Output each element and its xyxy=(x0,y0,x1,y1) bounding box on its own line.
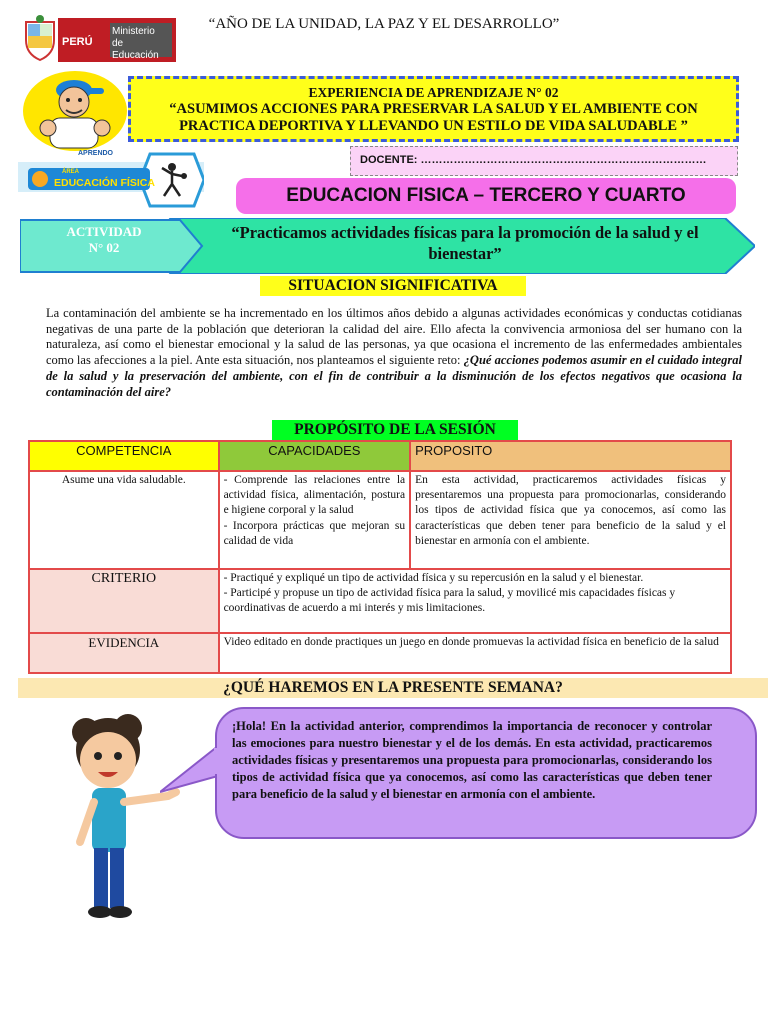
criterio-label: CRITERIO xyxy=(29,569,219,633)
area-label: ÁREA xyxy=(62,169,80,175)
speech-bubble-text: ¡Hola! En la actividad anterior, comprendimos la importancia de reconocer y controlar las emociones para nuestro bienestar y el de los demás. En esta actividad, practicaremos actividades físicas y presentaremos una propuesta para promocionarlas, considerando los tipos de actividad física que ya conocemos, así como las características que deben tener para beneficio de la salud y el bienestar en armonía con el ambiente. xyxy=(232,719,712,801)
experience-box xyxy=(128,76,739,142)
evidencia-cell: Video editado en donde practiques un juego en donde promuevas la actividad física en beneficio de la salud xyxy=(219,633,731,673)
logo-country: PERÚ xyxy=(62,36,93,48)
experience-subtitle: “ASUMIMOS ACCIONES PARA PRESERVAR LA SALUD Y EL AMBIENTE CON PRACTICA DEPORTIVA Y LLEVANDO UN ESTILO DE VIDA SALUDABLE ” xyxy=(169,101,698,134)
peru-shield-icon xyxy=(22,14,58,64)
criterio-cell: - Practiqué y expliqué un tipo de actividad física y su repercusión en la salud y el bienestar. - Participé y propuse un tipo de actividad física para la salud, y movilicé mis capacidades físicas y coordinativas de acuerdo a mi interés y mis limitaciones. xyxy=(219,569,731,633)
experience-title: EXPERIENCIA DE APRENDIZAJE N° 02 xyxy=(308,85,559,100)
activity-band xyxy=(20,218,755,274)
header-competencia: COMPETENCIA xyxy=(29,441,219,471)
proposito-table xyxy=(28,440,732,674)
logo-ministry: Ministerio de Educación xyxy=(110,23,172,57)
ministry-logo xyxy=(22,14,176,66)
proposito-title: PROPÓSITO DE LA SESIÓN xyxy=(272,420,518,440)
athlete-icon xyxy=(158,162,188,198)
situacion-paragraph: La contaminación del ambiente se ha incrementado en los últimos años debido a algunas actividades económicas y conductas cotidianas negativas de una parte de la población que deterioran la calidad del aire. Ello afecta la convivencia armoniosa del ser humano con la naturaleza, así como el bienestar emocional y la salud de las personas, ya que ocasiona el incremento de las enfermedades ambientales como las afecciones a la piel. Ante esta situación, nos planteamos el siguiente reto: ¿Qué acciones podemos asumir en el cuidado integral de la salud y la preservación del ambiente, con el fin de contribuir a la disminución de los efectos negativos que ocasiona la contaminación del aire? xyxy=(46,306,743,399)
coach-illustration xyxy=(22,70,128,152)
area-top-text: APRENDO xyxy=(78,150,114,157)
evidencia-label: EVIDENCIA xyxy=(29,633,219,673)
competencia-cell: Asume una vida saludable. xyxy=(29,471,219,569)
semana-title: ¿QUÉ HAREMOS EN LA PRESENTE SEMANA? xyxy=(18,678,768,698)
docente-field: DOCENTE: …………………………………………………………………… xyxy=(350,146,738,176)
area-badge xyxy=(18,150,204,210)
proposito-cell: En esta actividad, practicaremos actividades físicas y presentaremos una propuesta para promocionarlas, considerando los tipos de actividad física que ya conocemos, así como las características que deben tener para beneficio de la salud y el bienestar en armonía con el ambiente. xyxy=(410,471,731,569)
course-banner: EDUCACION FISICA – TERCERO Y CUARTO xyxy=(236,178,736,214)
header-capacidades: CAPACIDADES xyxy=(219,441,411,471)
header-proposito: PROPOSITO xyxy=(410,441,731,471)
activity-title: “Practicamos actividades físicas para la promoción de la salud y el bienestar” xyxy=(231,223,699,263)
activity-label: ACTIVIDAD N° 02 xyxy=(66,224,142,255)
situacion-title: SITUACION SIGNIFICATIVA xyxy=(260,276,526,296)
situacion-question: ¿Qué acciones podemos asumir en el cuidado integral de la salud y la preservación del ambiente, con el fin de contribuir a la disminución de los efectos negativos que ocasiona la contaminación del aire? xyxy=(46,353,743,399)
capacidades-cell: - Comprende las relaciones entre la actividad física, alimentación, postura e higiene corporal y la salud - Incorpora prácticas que mejoran su calidad de vida xyxy=(219,471,411,569)
document-motto: “AÑO DE LA UNIDAD, LA PAZ Y EL DESARROLLO” xyxy=(208,16,560,32)
area-name: EDUCACIÓN FÍSICA xyxy=(54,177,155,189)
